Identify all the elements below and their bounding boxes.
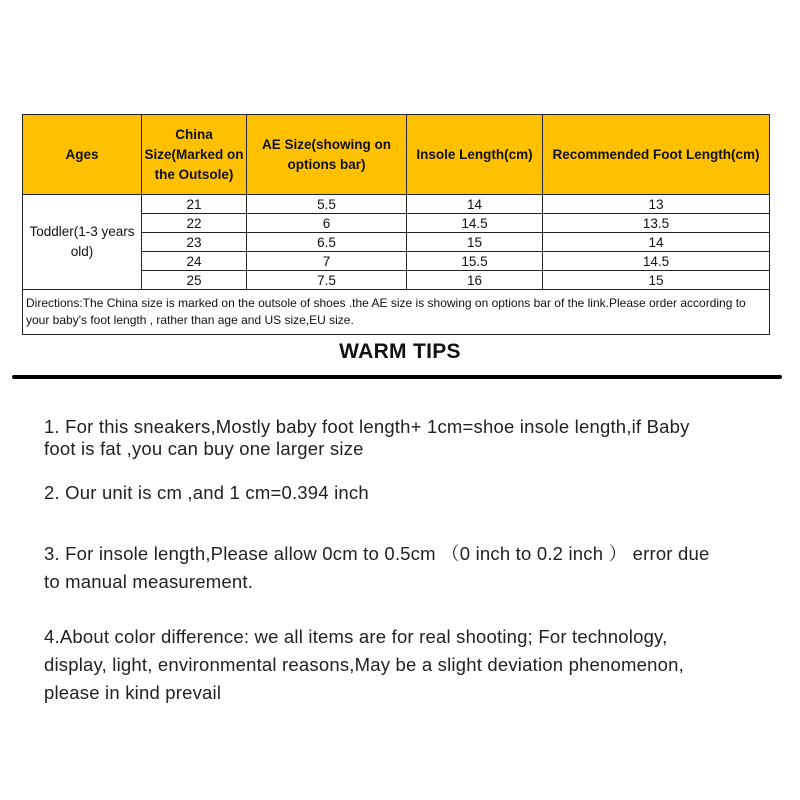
header-recommended-foot-length: Recommended Foot Length(cm)	[543, 115, 770, 195]
table-row	[23, 195, 770, 214]
foot-length-cell: 14	[543, 233, 770, 252]
header-insole-length: Insole Length(cm)	[407, 115, 543, 195]
warm-tips-divider	[12, 375, 782, 379]
size-chart-table	[22, 114, 770, 335]
china-size-cell: 25	[142, 271, 247, 290]
foot-length-cell: 14.5	[543, 252, 770, 271]
china-size-cell: 23	[142, 233, 247, 252]
china-size-cell: 21	[142, 195, 247, 214]
ae-size-cell: 5.5	[247, 195, 407, 214]
insole-length-cell: 15.5	[407, 252, 543, 271]
size-chart-header-row	[23, 115, 770, 195]
ae-size-cell: 7	[247, 252, 407, 271]
header-ae-size: AE Size(showing on options bar)	[247, 115, 407, 195]
foot-length-cell: 15	[543, 271, 770, 290]
header-ages: Ages	[23, 115, 142, 195]
ae-size-cell: 6.5	[247, 233, 407, 252]
china-size-cell: 24	[142, 252, 247, 271]
insole-length-cell: 16	[407, 271, 543, 290]
foot-length-cell: 13.5	[543, 214, 770, 233]
directions-row	[23, 290, 770, 335]
directions-note: Directions:The China size is marked on the outsole of shoes .the AE size is showing on options bar of the link.Please order according to your baby's foot length , rather than age and US size,EU size.	[23, 290, 770, 335]
ae-size-cell: 6	[247, 214, 407, 233]
warm-tip-1: 1. For this sneakers,Mostly baby foot length+ 1cm=shoe insole length,if Baby foot is fat ,you can buy one larger size	[44, 416, 690, 459]
age-group-cell: Toddler(1-3 years old)	[23, 195, 142, 290]
warm-tips-title: WARM TIPS	[339, 340, 461, 363]
warm-tip-4: 4.About color difference: we all items are for real shooting; For technology, display, light, environmental reasons,May be a slight deviation phenomenon, please in kind prevail	[44, 626, 684, 703]
warm-tip-2: 2. Our unit is cm ,and 1 cm=0.394 inch	[44, 482, 369, 503]
ae-size-cell: 7.5	[247, 271, 407, 290]
china-size-cell: 22	[142, 214, 247, 233]
insole-length-cell: 15	[407, 233, 543, 252]
header-china-size: China Size(Marked on the Outsole)	[142, 115, 247, 195]
warm-tip-3: 3. For insole length,Please allow 0cm to 0.5cm （0 inch to 0.2 inch ） error due to manual measurement.	[44, 543, 710, 592]
insole-length-cell: 14.5	[407, 214, 543, 233]
insole-length-cell: 14	[407, 195, 543, 214]
foot-length-cell: 13	[543, 195, 770, 214]
